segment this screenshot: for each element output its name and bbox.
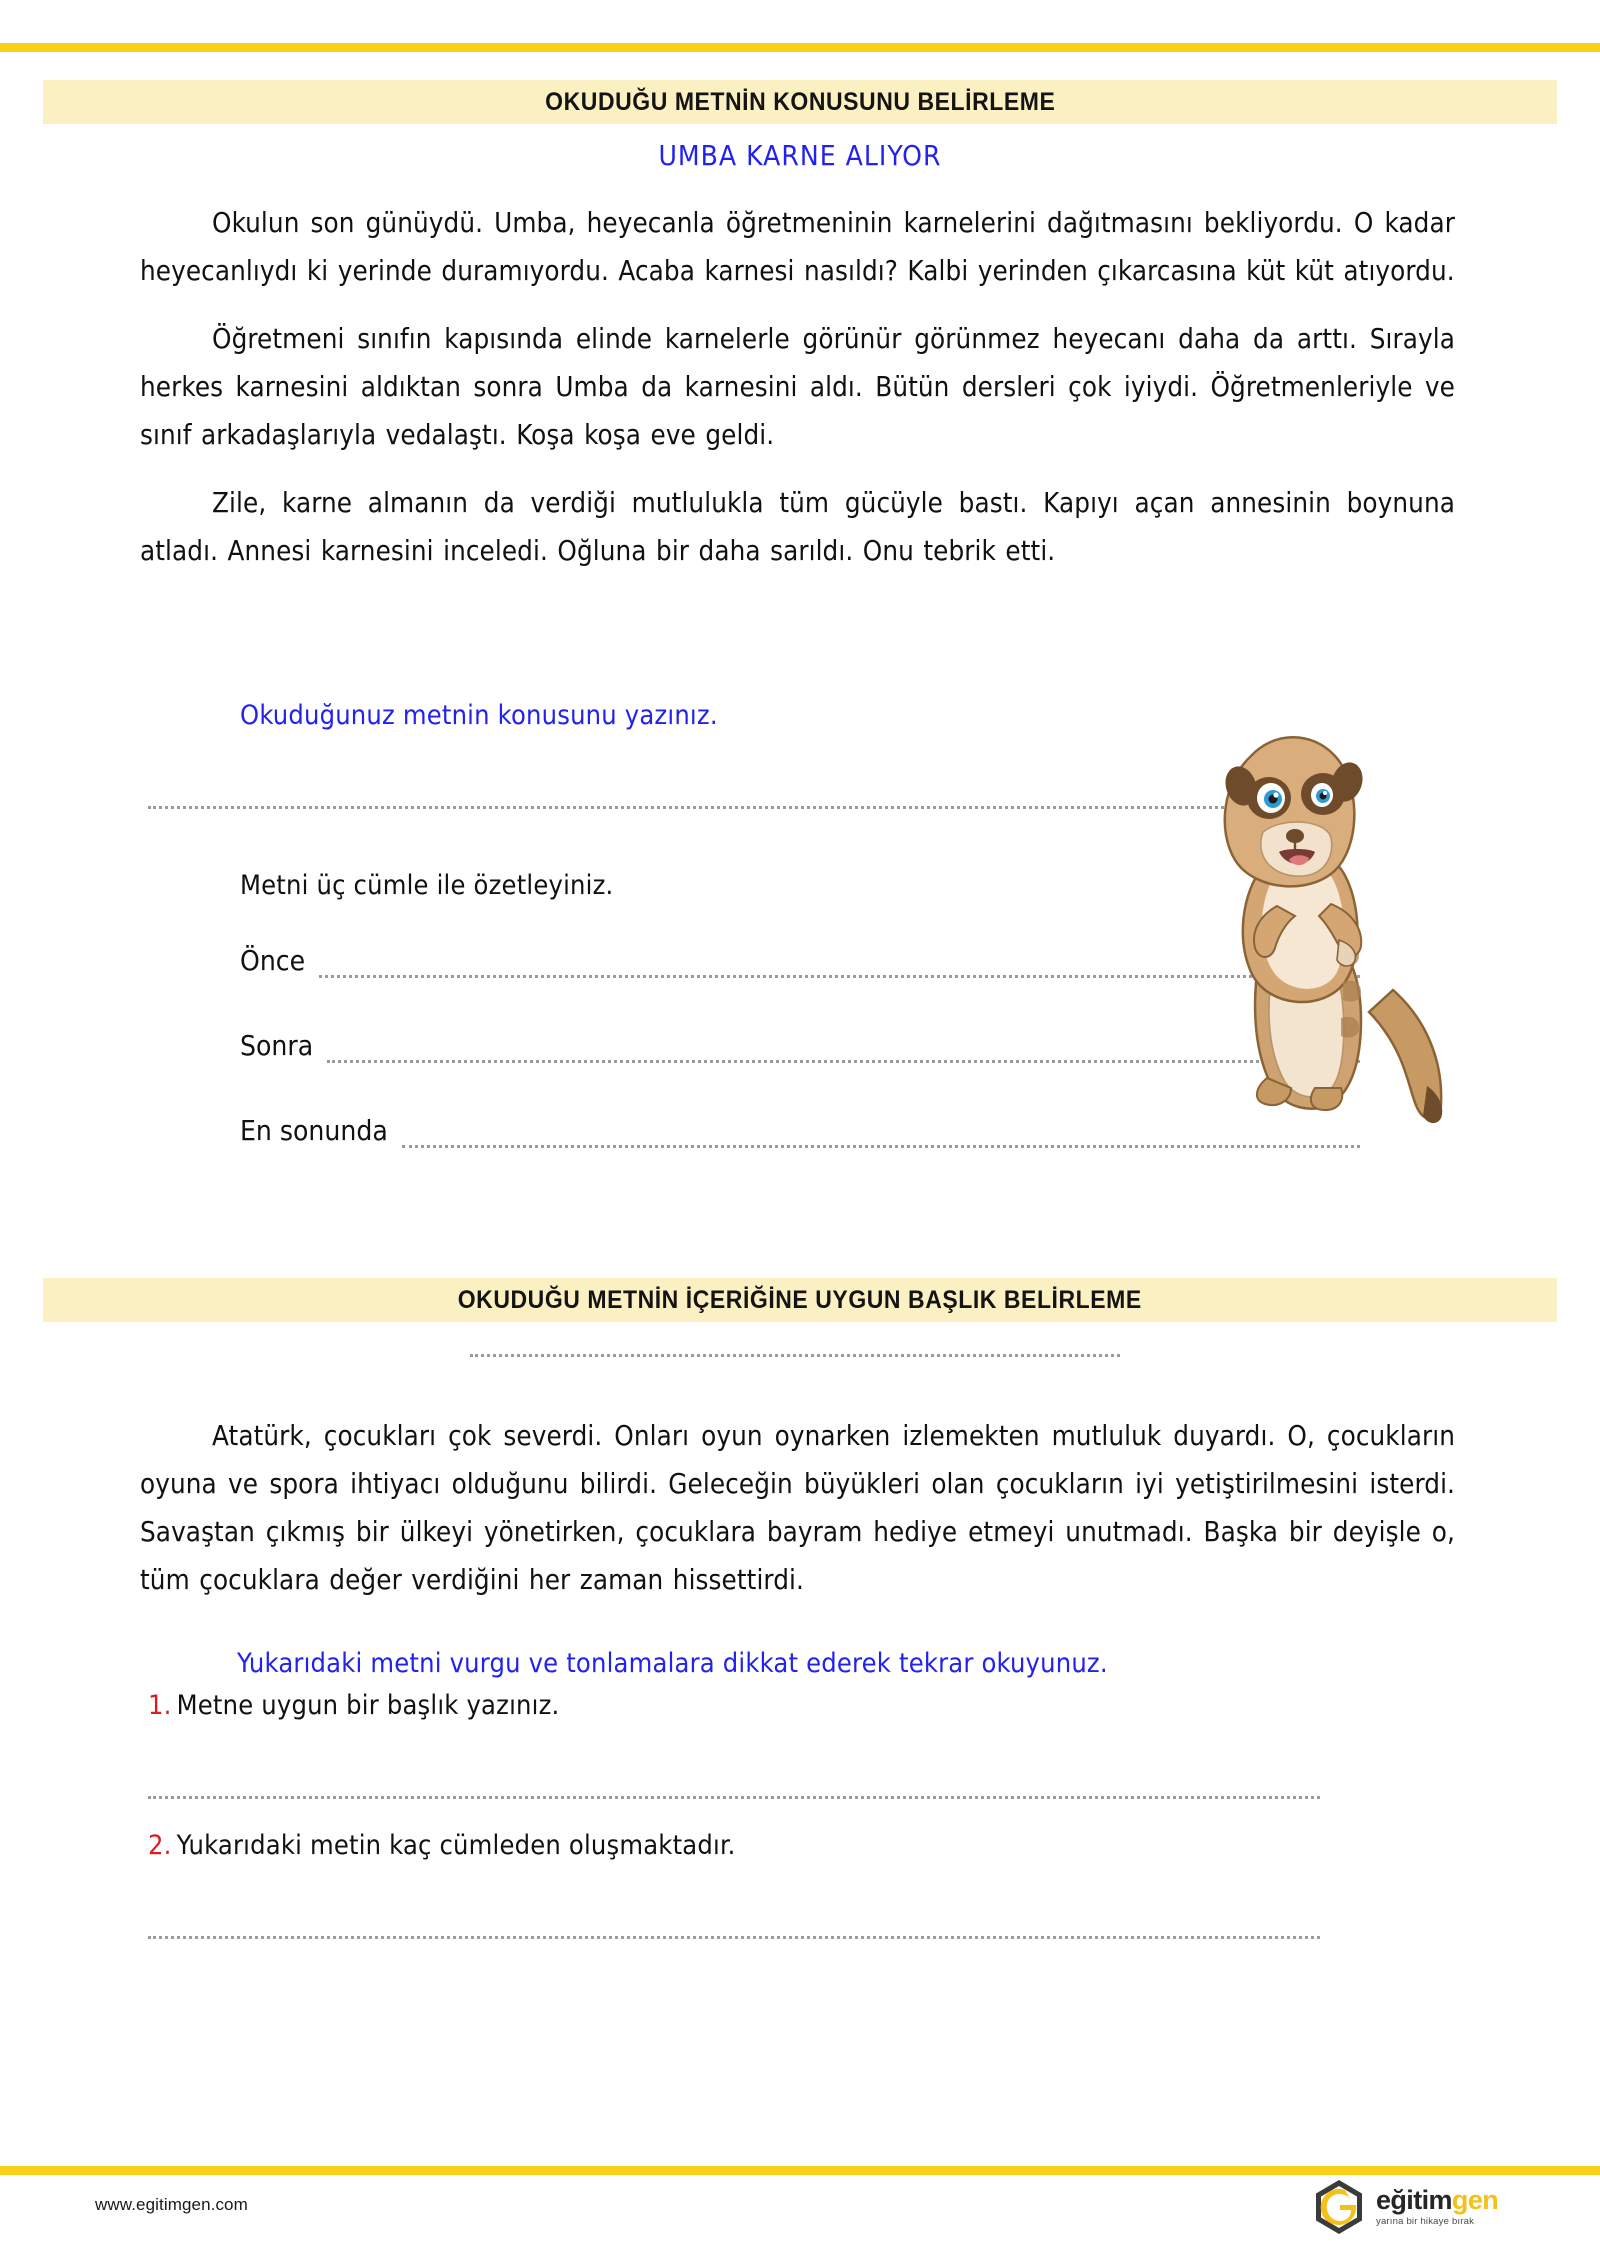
logo-tagline: yarına bir hikaye bırak [1376, 2216, 1475, 2228]
story-paragraph: Zile, karne almanın da verdiği mutlulukla tüm gücüyle bastı. Kapıyı açan annesinin boynuna atladı. Annesi karnesini inceledi. Oğluna bir daha sarıldı. Onu tebrik etti. [140, 487, 1455, 567]
answer-line-en-sonunda[interactable] [402, 1130, 1360, 1148]
ataturk-body [140, 1412, 1455, 1604]
bottom-gold-rule [0, 2166, 1600, 2175]
section-2-banner [43, 1278, 1557, 1322]
logo-mark-icon [1310, 2178, 1368, 2236]
egitimgen-logo[interactable] [1310, 2176, 1558, 2238]
answer-line-topic[interactable] [148, 805, 1320, 809]
prompt-write-topic: Okuduğunuz metnin konusunu yazınız. [240, 700, 718, 731]
section-2-title: OKUDUĞU METNİN İÇERİĞİNE UYGUN BAŞLIK BELİRLEME [457, 1285, 1143, 1314]
question-1 [148, 1690, 559, 1721]
logo-title [1376, 2187, 1498, 2214]
answer-line-question-1[interactable] [148, 1795, 1320, 1799]
logo-word-gen: gen [1451, 2185, 1499, 2216]
story-title: UMBA KARNE ALIYOR [658, 139, 942, 172]
question-2 [148, 1830, 736, 1861]
ataturk-paragraph: Atatürk, çocukları çok severdi. Onları oyun oynarken izlemekten mutluluk duyardı. O, çocukların oyuna ve spora ihtiyacı olduğunu bilirdi. Geleceğin büyükleri olan çocukların iyi yetiştirilmesini isterdi. Savaştan çıkmış bir ülkeyi yönetirken, çocuklara bayram hediye etmeyi unutmadı. Başka bir deyişle o, tüm çocuklara değer verdiğini her zaman hissettirdi. [140, 1420, 1455, 1596]
story-paragraph: Okulun son günüydü. Umba, heyecanla öğretmeninin karnelerini dağıtmasını bekliyordu. O kadar heyecanlıydı ki yerinde duramıyordu. Acaba karnesi nasıldı? Kalbi yerinden çıkarcasına küt küt atıyordu. [140, 207, 1455, 287]
logo-word-egitim: eğitim [1376, 2185, 1452, 2216]
fill-label-en-sonunda: En sonunda [240, 1114, 388, 1147]
fill-label-once: Önce [240, 944, 306, 977]
answer-line-title[interactable] [470, 1353, 1120, 1357]
prompt-read-aloud: Yukarıdaki metni vurgu ve tonlamalara dikkat ederek tekrar okuyunuz. [237, 1648, 1108, 1679]
story-body [140, 199, 1455, 575]
question-2-number: 2. [148, 1830, 172, 1861]
logo-wordmark [1376, 2187, 1498, 2227]
meerkat-illustration [1155, 690, 1455, 1130]
section-1-banner [43, 80, 1557, 124]
section-1-title: OKUDUĞU METNİN KONUSUNU BELİRLEME [544, 87, 1056, 116]
story-paragraph: Öğretmeni sınıfın kapısında elinde karnelerle görünür görünmez heyecanı daha da arttı. Sırayla herkes karnesini aldıktan sonra Umba da karnesini aldı. Bütün dersleri çok iyiydi. Öğretmenleriyle ve sınıf arkadaşlarıyla vedalaştı. Koşa koşa eve geldi. [140, 323, 1455, 451]
question-1-number: 1. [148, 1690, 172, 1721]
fill-label-sonra: Sonra [240, 1029, 314, 1062]
top-gold-rule [0, 43, 1600, 52]
prompt-summarize: Metni üç cümle ile özetleyiniz. [240, 870, 614, 901]
question-2-text: Yukarıdaki metin kaç cümleden oluşmaktadır. [176, 1830, 736, 1861]
answer-line-question-2[interactable] [148, 1935, 1320, 1939]
footer-website-url[interactable]: www.egitimgen.com [95, 2195, 248, 2214]
question-1-text: Metne uygun bir başlık yazınız. [176, 1690, 560, 1721]
